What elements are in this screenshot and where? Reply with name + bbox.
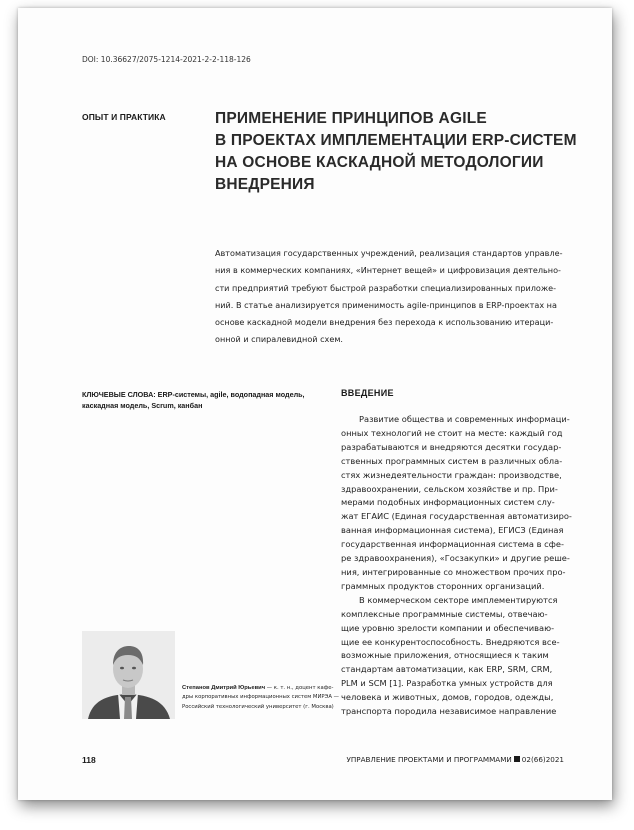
abstract-line: ния в коммерческих компаниях, «Интернет вещей» и цифровизация деятельно-: [215, 265, 561, 276]
keywords: [82, 389, 332, 411]
body-line: стях жизнедеятельности граждан: производстве,: [341, 469, 562, 480]
intro-heading: ВВЕДЕНИЕ: [341, 388, 394, 398]
journal-page: [18, 8, 612, 800]
author-line: дры корпоративных информационных систем МИРЭА —: [182, 694, 339, 701]
section-label: ОПЫТ И ПРАКТИКА: [82, 112, 166, 122]
body-line: государственная информационная система в сфе-: [341, 539, 564, 550]
abstract-line: основе каскадной модели внедрения без перехода к использованию итераци-: [215, 317, 554, 328]
body-line: человека и животных, домов, городов, одежды,: [341, 692, 554, 703]
body-line: здравоохранении, сельском хозяйстве и пр. При-: [341, 483, 558, 494]
journal-footer: [346, 755, 564, 764]
author-photo: [82, 631, 175, 719]
square-separator-icon: [514, 756, 520, 762]
title-line: ПРИМЕНЕНИЕ ПРИНЦИПОВ AGILE: [215, 110, 487, 127]
author-line: [182, 684, 342, 693]
abstract: [215, 245, 605, 349]
body-line: жат ЕГАИС (Единая государственная автоматизиро-: [341, 511, 572, 522]
author-title: — к. т. н., доцент кафе-: [265, 685, 334, 691]
body-line: ственных программных систем в различных обла-: [341, 455, 563, 466]
body-line: транспорта породила независимое направление: [341, 706, 557, 717]
title-line: ВНЕДРЕНИЯ: [215, 176, 315, 193]
keywords-line: КЛЮЧЕВЫЕ СЛОВА: ERP-системы, agile, водопадная модель,: [82, 390, 305, 399]
body-line: граммных продуктов сторонних организаций.: [341, 580, 545, 591]
body-line: мерами подобных информационных систем слу-: [341, 497, 555, 508]
body-line: В коммерческом секторе имплементируются: [359, 594, 558, 605]
title-line: В ПРОЕКТАХ ИМПЛЕМЕНТАЦИИ ERP-СИСТЕМ: [215, 132, 577, 149]
body-line: комплексные программные системы, отвечаю-: [341, 608, 548, 619]
body-line: щие уровню зрелости компании и обеспечиваю-: [341, 622, 555, 633]
journal-name: УПРАВЛЕНИЕ ПРОЕКТАМИ И ПРОГРАММАМИ: [346, 755, 512, 764]
body-line: онных технологий не стоит на месте: каждый год: [341, 427, 563, 438]
title-line: НА ОСНОВЕ КАСКАДНОЙ МЕТОДОЛОГИИ: [215, 154, 544, 171]
abstract-line: ний. В статье анализируется применимость agile-принципов в ERP-проектах на: [215, 299, 557, 310]
author-name: Степанов Дмитрий Юрьевич: [182, 685, 266, 691]
body-line: возможные приложения, относящиеся к таким: [341, 650, 549, 661]
body-line: стандартам автоматизации, как ERP, SRM, CRM,: [341, 664, 553, 675]
body-line: ре здравоохранения), «Госзакупки» и другие реше-: [341, 553, 570, 564]
body-text: [341, 413, 621, 719]
body-line: Развитие общества и современных информаци-: [359, 414, 570, 424]
author-line: Российский технологический университет (г. Москва): [182, 703, 334, 710]
page-number: 118: [82, 755, 96, 765]
article-title: [215, 108, 575, 196]
body-line: щие ее конкурентоспособность. Внедряются все-: [341, 636, 560, 647]
body-line: PLM и SCM [1]. Разработка умных устройств для: [341, 678, 553, 689]
author-portrait-icon: [82, 631, 175, 719]
body-line: ванная информационная система), ЕГИСЗ (Единая: [341, 525, 564, 536]
body-line: ния, интегрированные со множеством прочих про-: [341, 566, 566, 577]
journal-issue: 02(66)2021: [521, 755, 564, 764]
abstract-line: онной и спиралевидной схем.: [215, 334, 344, 345]
abstract-line: сти предприятий требуют быстрой разработки специализированных приложе-: [215, 282, 557, 293]
keywords-line: каскадная модель, Scrum, канбан: [82, 401, 203, 410]
body-line: разрабатываются и внедряются десятки государ-: [341, 441, 562, 452]
abstract-line: Автоматизация государственных учреждений, реализация стандартов управле-: [215, 248, 563, 258]
author-info: [182, 684, 342, 712]
doi: DOI: 10.36627/2075-1214-2021-2-2-118-126: [82, 55, 251, 64]
